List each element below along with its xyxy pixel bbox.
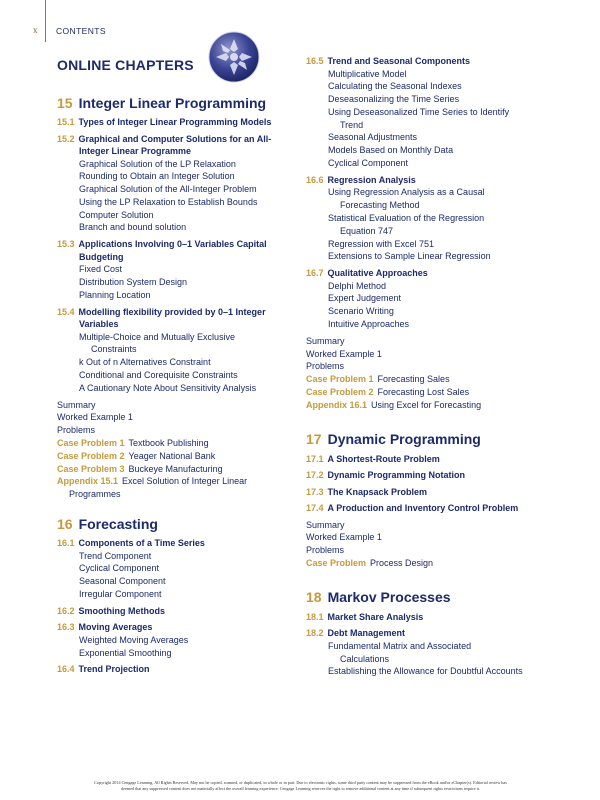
chapter-title: Forecasting — [78, 516, 158, 533]
summary-entry: Summary — [306, 335, 345, 346]
worked-example-entry: Worked Example 1 — [306, 532, 382, 543]
appendix-title: Using Excel for Forecasting — [371, 399, 482, 410]
chapter-heading — [306, 430, 556, 448]
subsection-entry: Delphi Method — [328, 280, 387, 291]
section-number: 18.2 — [306, 628, 324, 639]
subsection-entry: Trend Component — [79, 550, 152, 561]
subsection-entry: Cyclical Component — [79, 563, 160, 574]
copyright-footer — [28, 780, 573, 792]
section-number: 16.4 — [57, 664, 75, 675]
subsection-entry: Graphical Solution of the LP Relaxation — [79, 158, 236, 169]
case-title: Yeager National Bank — [128, 450, 216, 461]
section-entry — [306, 267, 556, 280]
section-title-cont: Variables — [79, 319, 119, 330]
section-number: 17.1 — [306, 453, 324, 464]
section-title: Graphical and Computer Solutions for an All- — [78, 133, 272, 144]
section-number: 16.7 — [306, 268, 324, 279]
page-number: x — [33, 25, 38, 35]
subsection-entry: Fixed Cost — [79, 264, 123, 275]
case-problem-entry — [57, 463, 297, 476]
section-number: 17.4 — [306, 503, 324, 514]
subsection-text-cont: Constraints — [91, 344, 137, 355]
subsection-entry: Branch and bound solution — [79, 222, 187, 233]
subsection-entry: Distribution System Design — [79, 277, 188, 288]
subsection-text: Using Regression Analysis as a Causal — [328, 187, 485, 198]
subsection-entry — [57, 331, 297, 357]
section-title: A Production and Inventory Control Problem — [327, 503, 519, 514]
subsection-entry: Cyclical Component — [328, 158, 409, 169]
case-problem-entry — [306, 386, 556, 399]
subsection-text-cont: Trend — [340, 119, 364, 130]
case-label: Case Problem 2 — [306, 387, 374, 398]
section-title: Components of a Time Series — [78, 538, 205, 549]
section-entry — [57, 306, 297, 331]
section-title: The Knapsack Problem — [327, 486, 428, 497]
chapter-title: Markov Processes — [327, 588, 451, 605]
subsection-entry: Graphical Solution of the All-Integer Problem — [79, 184, 257, 195]
chapter-number: 15 — [57, 95, 73, 111]
section-entry — [57, 605, 297, 618]
subsection-entry: Rounding to Obtain an Integer Solution — [79, 171, 235, 182]
subsection-entry: Exponential Smoothing — [79, 647, 172, 658]
section-entry — [57, 116, 297, 129]
case-label: Case Problem 3 — [57, 463, 125, 474]
subsection-text: Multiple-Choice and Mutually Exclusive — [79, 331, 236, 342]
section-entry — [306, 55, 556, 68]
appendix-label: Appendix 15.1 — [57, 476, 119, 487]
subsection-text-cont: Forecasting Method — [340, 200, 420, 211]
section-title-cont: Integer Linear Programme — [79, 146, 192, 156]
subsection-entry: Extensions to Sample Linear Regression — [328, 251, 491, 262]
subsection-entry: Multiplicative Model — [328, 68, 407, 79]
subsection-entry: Planning Location — [79, 289, 151, 300]
subsection-entry: Computer Solution — [79, 209, 154, 220]
page-title: ONLINE CHAPTERS — [57, 57, 194, 73]
right-column — [306, 55, 556, 678]
subsection-entry: Establishing the Allowance for Doubtful Accounts — [328, 666, 523, 677]
subsection-text: Statistical Evaluation of the Regression — [328, 212, 485, 223]
section-title: A Shortest-Route Problem — [327, 453, 440, 464]
appendix-title: Excel Solution of Integer Linear — [122, 476, 248, 487]
section-title: Smoothing Methods — [78, 605, 166, 616]
section-title: Regression Analysis — [327, 174, 416, 185]
case-problem-entry — [57, 450, 297, 463]
section-title: Types of Integer Linear Programming Models — [78, 117, 272, 127]
section-number: 15.4 — [57, 306, 75, 317]
subsection-text: Using Deseasonalized Time Series to Identify — [328, 106, 510, 117]
subsection-entry: Seasonal Component — [79, 576, 166, 587]
case-title: Process Design — [370, 558, 434, 569]
section-number: 15.2 — [57, 133, 75, 144]
subsection-text-cont: Calculations — [340, 653, 390, 664]
chapter-number: 17 — [306, 430, 322, 447]
summary-entry: Summary — [57, 399, 96, 410]
chapter-heading — [306, 588, 556, 606]
section-title: Debt Management — [327, 628, 406, 639]
subsection-entry — [306, 186, 556, 212]
section-number: 15.3 — [57, 239, 75, 250]
section-number: 16.5 — [306, 56, 324, 66]
appendix-entry — [57, 475, 297, 501]
subsection-entry: Expert Judgement — [328, 293, 402, 304]
chapter-number: 18 — [306, 588, 322, 605]
chapter-title: Dynamic Programming — [327, 430, 481, 447]
copyright-line: Copyright 2014 Cengage Learning. All Rights Reserved. May not be copied, scanned, or duplicated, in whole or in part. Due to electronic rights, some third party content may be suppressed from the eBook and/or eChapter(s). Editorial review has — [94, 780, 507, 785]
subsection-entry — [306, 212, 556, 238]
summary-entry: Summary — [306, 519, 345, 530]
subsection-text-cont: Equation 747 — [340, 225, 394, 236]
subsection-entry: Deseasonalizing the Time Series — [328, 94, 460, 105]
subsection-text: Fundamental Matrix and Associated — [328, 640, 472, 651]
case-problem-entry — [306, 557, 556, 570]
subsection-entry: Seasonal Adjustments — [328, 132, 418, 143]
subsection-entry: A Cautionary Note About Sensitivity Analysis — [79, 382, 257, 393]
chapter-heading — [57, 515, 297, 533]
running-head: CONTENTS — [56, 26, 106, 36]
worked-example-entry: Worked Example 1 — [57, 412, 133, 423]
subsection-entry: Conditional and Corequisite Constraints — [79, 370, 238, 381]
subsection-entry: Irregular Component — [79, 588, 162, 599]
subsection-entry: Using the LP Relaxation to Establish Bounds — [79, 196, 258, 207]
appendix-entry — [306, 399, 556, 412]
left-column — [57, 94, 297, 676]
case-label: Case Problem — [306, 558, 367, 569]
section-number: 15.1 — [57, 117, 75, 127]
chapter-number: 16 — [57, 516, 73, 533]
section-entry — [306, 486, 556, 499]
section-entry — [57, 663, 297, 676]
subsection-entry: Calculating the Seasonal Indexes — [328, 81, 462, 92]
section-title: Trend Projection — [78, 664, 150, 675]
problems-entry: Problems — [57, 425, 96, 436]
appendix-title-cont: Programmes — [69, 489, 121, 500]
subsection-entry: k Out of n Alternatives Constraint — [79, 357, 211, 368]
copyright-line: deemed that any suppressed content does not materially affect the overall learning experience. Cengage Learning reserves the right to remove additional content at any time if subsequent rights restrictions require it. — [121, 786, 480, 791]
case-label: Case Problem 1 — [57, 438, 125, 449]
section-title: Modelling flexibility provided by 0–1 Integer — [78, 306, 266, 317]
section-number: 16.3 — [57, 622, 75, 633]
section-title: Applications Involving 0–1 Variables Capital — [78, 239, 267, 250]
case-title: Forecasting Lost Sales — [377, 387, 470, 398]
problems-entry: Problems — [306, 361, 345, 372]
appendix-label: Appendix 16.1 — [306, 399, 368, 410]
case-title: Forecasting Sales — [377, 374, 450, 385]
section-title: Moving Averages — [78, 622, 153, 633]
section-number: 17.2 — [306, 470, 324, 481]
section-entry — [306, 627, 556, 640]
section-title: Qualitative Approaches — [327, 268, 428, 279]
section-entry — [306, 174, 556, 187]
chapter-title: Integer Linear Programming — [78, 95, 267, 111]
subsection-entry: Regression with Excel 751 — [328, 238, 435, 249]
subsection-entry — [306, 106, 556, 132]
subsection-entry: Scenario Writing — [328, 306, 394, 317]
section-entry — [306, 469, 556, 482]
section-entry — [306, 611, 556, 624]
section-number: 16.2 — [57, 605, 75, 616]
subsection-entry: Intuitive Approaches — [328, 319, 410, 330]
case-problem-entry — [306, 373, 556, 386]
subsection-entry: Models Based on Monthly Data — [328, 145, 454, 156]
section-title: Dynamic Programming Notation — [327, 470, 466, 481]
section-number: 17.3 — [306, 486, 324, 497]
section-number: 16.1 — [57, 538, 75, 549]
online-chapters-logo — [207, 30, 261, 84]
case-label: Case Problem 1 — [306, 374, 374, 385]
chapter-heading — [57, 94, 297, 112]
section-title-cont: Budgeting — [79, 251, 124, 262]
section-number: 18.1 — [306, 611, 324, 622]
section-entry — [57, 133, 297, 158]
subsection-entry — [306, 640, 556, 666]
section-entry — [57, 537, 297, 550]
worked-example-entry: Worked Example 1 — [306, 348, 382, 359]
section-title: Trend and Seasonal Components — [327, 56, 471, 66]
section-entry — [57, 621, 297, 634]
section-title: Market Share Analysis — [327, 611, 424, 622]
case-title: Buckeye Manufacturing — [128, 463, 223, 474]
section-entry — [306, 453, 556, 466]
problems-entry: Problems — [306, 545, 345, 556]
case-title: Textbook Publishing — [128, 438, 209, 449]
case-label: Case Problem 2 — [57, 450, 125, 461]
subsection-entry: Weighted Moving Averages — [79, 634, 189, 645]
header-rule — [45, 0, 46, 42]
section-entry — [57, 238, 297, 263]
case-problem-entry — [57, 437, 297, 450]
section-entry — [306, 502, 556, 515]
section-number: 16.6 — [306, 174, 324, 185]
